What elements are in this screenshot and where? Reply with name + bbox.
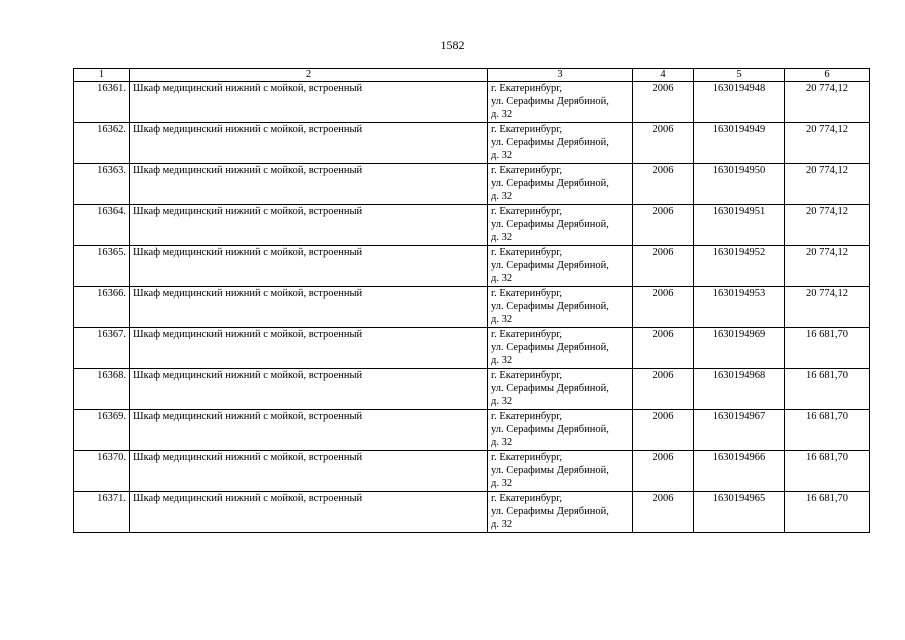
- address-street: ул. Серафимы Дерябиной,: [491, 424, 609, 435]
- inventory-number: 1630194952: [694, 246, 785, 287]
- address-street: ул. Серафимы Дерябиной,: [491, 96, 609, 107]
- table-row: [74, 123, 870, 164]
- column-header-1: 1: [74, 69, 130, 82]
- item-name: Шкаф медицинский нижний с мойкой, встроенный: [130, 164, 488, 205]
- item-address: [488, 164, 633, 205]
- item-address: [488, 246, 633, 287]
- address-street: ул. Серафимы Дерябиной,: [491, 137, 609, 148]
- item-year: 2006: [633, 164, 694, 205]
- address-house: д. 32: [491, 191, 513, 202]
- item-name: Шкаф медицинский нижний с мойкой, встроенный: [130, 123, 488, 164]
- table-row: [74, 82, 870, 123]
- item-name: Шкаф медицинский нижний с мойкой, встроенный: [130, 328, 488, 369]
- address-house: д. 32: [491, 478, 513, 489]
- inventory-number: 1630194953: [694, 287, 785, 328]
- address-city: г. Екатеринбург,: [491, 124, 563, 135]
- inventory-number: 1630194965: [694, 492, 785, 533]
- item-cost: 20 774,12: [785, 205, 870, 246]
- address-house: д. 32: [491, 273, 513, 284]
- item-cost: 16 681,70: [785, 492, 870, 533]
- row-number: 16361.: [74, 82, 130, 123]
- item-cost: 20 774,12: [785, 123, 870, 164]
- address-city: г. Екатеринбург,: [491, 83, 563, 94]
- address-street: ул. Серафимы Дерябиной,: [491, 506, 609, 517]
- item-name: Шкаф медицинский нижний с мойкой, встроенный: [130, 205, 488, 246]
- table-header-row: [74, 69, 870, 82]
- inventory-number: 1630194969: [694, 328, 785, 369]
- item-address: [488, 328, 633, 369]
- item-year: 2006: [633, 123, 694, 164]
- item-address: [488, 123, 633, 164]
- table-row: [74, 164, 870, 205]
- property-registry-table: [73, 68, 870, 533]
- item-address: [488, 410, 633, 451]
- row-number: 16365.: [74, 246, 130, 287]
- table-row: [74, 369, 870, 410]
- item-address: [488, 205, 633, 246]
- column-header-2: 2: [130, 69, 488, 82]
- item-cost: 20 774,12: [785, 246, 870, 287]
- address-house: д. 32: [491, 109, 513, 120]
- address-house: д. 32: [491, 150, 513, 161]
- address-city: г. Екатеринбург,: [491, 288, 563, 299]
- address-house: д. 32: [491, 519, 513, 530]
- item-year: 2006: [633, 205, 694, 246]
- item-address: [488, 492, 633, 533]
- row-number: 16364.: [74, 205, 130, 246]
- column-header-4: 4: [633, 69, 694, 82]
- column-header-3: 3: [488, 69, 633, 82]
- item-cost: 20 774,12: [785, 287, 870, 328]
- address-house: д. 32: [491, 396, 513, 407]
- item-year: 2006: [633, 82, 694, 123]
- item-name: Шкаф медицинский нижний с мойкой, встроенный: [130, 82, 488, 123]
- item-year: 2006: [633, 410, 694, 451]
- row-number: 16371.: [74, 492, 130, 533]
- table-row: [74, 205, 870, 246]
- item-name: Шкаф медицинский нижний с мойкой, встроенный: [130, 369, 488, 410]
- address-street: ул. Серафимы Дерябиной,: [491, 260, 609, 271]
- row-number: 16369.: [74, 410, 130, 451]
- table-row: [74, 410, 870, 451]
- address-house: д. 32: [491, 437, 513, 448]
- address-city: г. Екатеринбург,: [491, 165, 563, 176]
- page-number: 1582: [440, 38, 465, 52]
- address-house: д. 32: [491, 355, 513, 366]
- address-house: д. 32: [491, 232, 513, 243]
- address-street: ул. Серафимы Дерябиной,: [491, 219, 609, 230]
- address-street: ул. Серафимы Дерябиной,: [491, 342, 609, 353]
- column-header-6: 6: [785, 69, 870, 82]
- row-number: 16366.: [74, 287, 130, 328]
- item-name: Шкаф медицинский нижний с мойкой, встроенный: [130, 246, 488, 287]
- item-year: 2006: [633, 246, 694, 287]
- item-cost: 16 681,70: [785, 369, 870, 410]
- address-street: ул. Серафимы Дерябиной,: [491, 178, 609, 189]
- inventory-number: 1630194966: [694, 451, 785, 492]
- column-header-5: 5: [694, 69, 785, 82]
- item-name: Шкаф медицинский нижний с мойкой, встроенный: [130, 287, 488, 328]
- address-city: г. Екатеринбург,: [491, 493, 563, 504]
- table-row: [74, 492, 870, 533]
- item-name: Шкаф медицинский нижний с мойкой, встроенный: [130, 410, 488, 451]
- item-address: [488, 287, 633, 328]
- inventory-number: 1630194950: [694, 164, 785, 205]
- table-row: [74, 328, 870, 369]
- inventory-number: 1630194951: [694, 205, 785, 246]
- address-city: г. Екатеринбург,: [491, 329, 563, 340]
- item-year: 2006: [633, 492, 694, 533]
- inventory-number: 1630194949: [694, 123, 785, 164]
- item-cost: 20 774,12: [785, 82, 870, 123]
- row-number: 16368.: [74, 369, 130, 410]
- address-street: ул. Серафимы Дерябиной,: [491, 301, 609, 312]
- item-year: 2006: [633, 369, 694, 410]
- item-name: Шкаф медицинский нижний с мойкой, встроенный: [130, 492, 488, 533]
- item-cost: 16 681,70: [785, 451, 870, 492]
- address-street: ул. Серафимы Дерябиной,: [491, 465, 609, 476]
- item-address: [488, 451, 633, 492]
- inventory-number: 1630194968: [694, 369, 785, 410]
- item-year: 2006: [633, 451, 694, 492]
- inventory-number: 1630194967: [694, 410, 785, 451]
- table-row: [74, 246, 870, 287]
- address-house: д. 32: [491, 314, 513, 325]
- address-city: г. Екатеринбург,: [491, 411, 563, 422]
- item-year: 2006: [633, 328, 694, 369]
- row-number: 16362.: [74, 123, 130, 164]
- address-city: г. Екатеринбург,: [491, 452, 563, 463]
- item-name: Шкаф медицинский нижний с мойкой, встроенный: [130, 451, 488, 492]
- item-address: [488, 369, 633, 410]
- address-city: г. Екатеринбург,: [491, 247, 563, 258]
- address-street: ул. Серафимы Дерябиной,: [491, 383, 609, 394]
- row-number: 16367.: [74, 328, 130, 369]
- item-address: [488, 82, 633, 123]
- row-number: 16370.: [74, 451, 130, 492]
- table-row: [74, 451, 870, 492]
- address-city: г. Екатеринбург,: [491, 206, 563, 217]
- item-year: 2006: [633, 287, 694, 328]
- address-city: г. Екатеринбург,: [491, 370, 563, 381]
- item-cost: 20 774,12: [785, 164, 870, 205]
- inventory-number: 1630194948: [694, 82, 785, 123]
- item-cost: 16 681,70: [785, 410, 870, 451]
- table-row: [74, 287, 870, 328]
- row-number: 16363.: [74, 164, 130, 205]
- item-cost: 16 681,70: [785, 328, 870, 369]
